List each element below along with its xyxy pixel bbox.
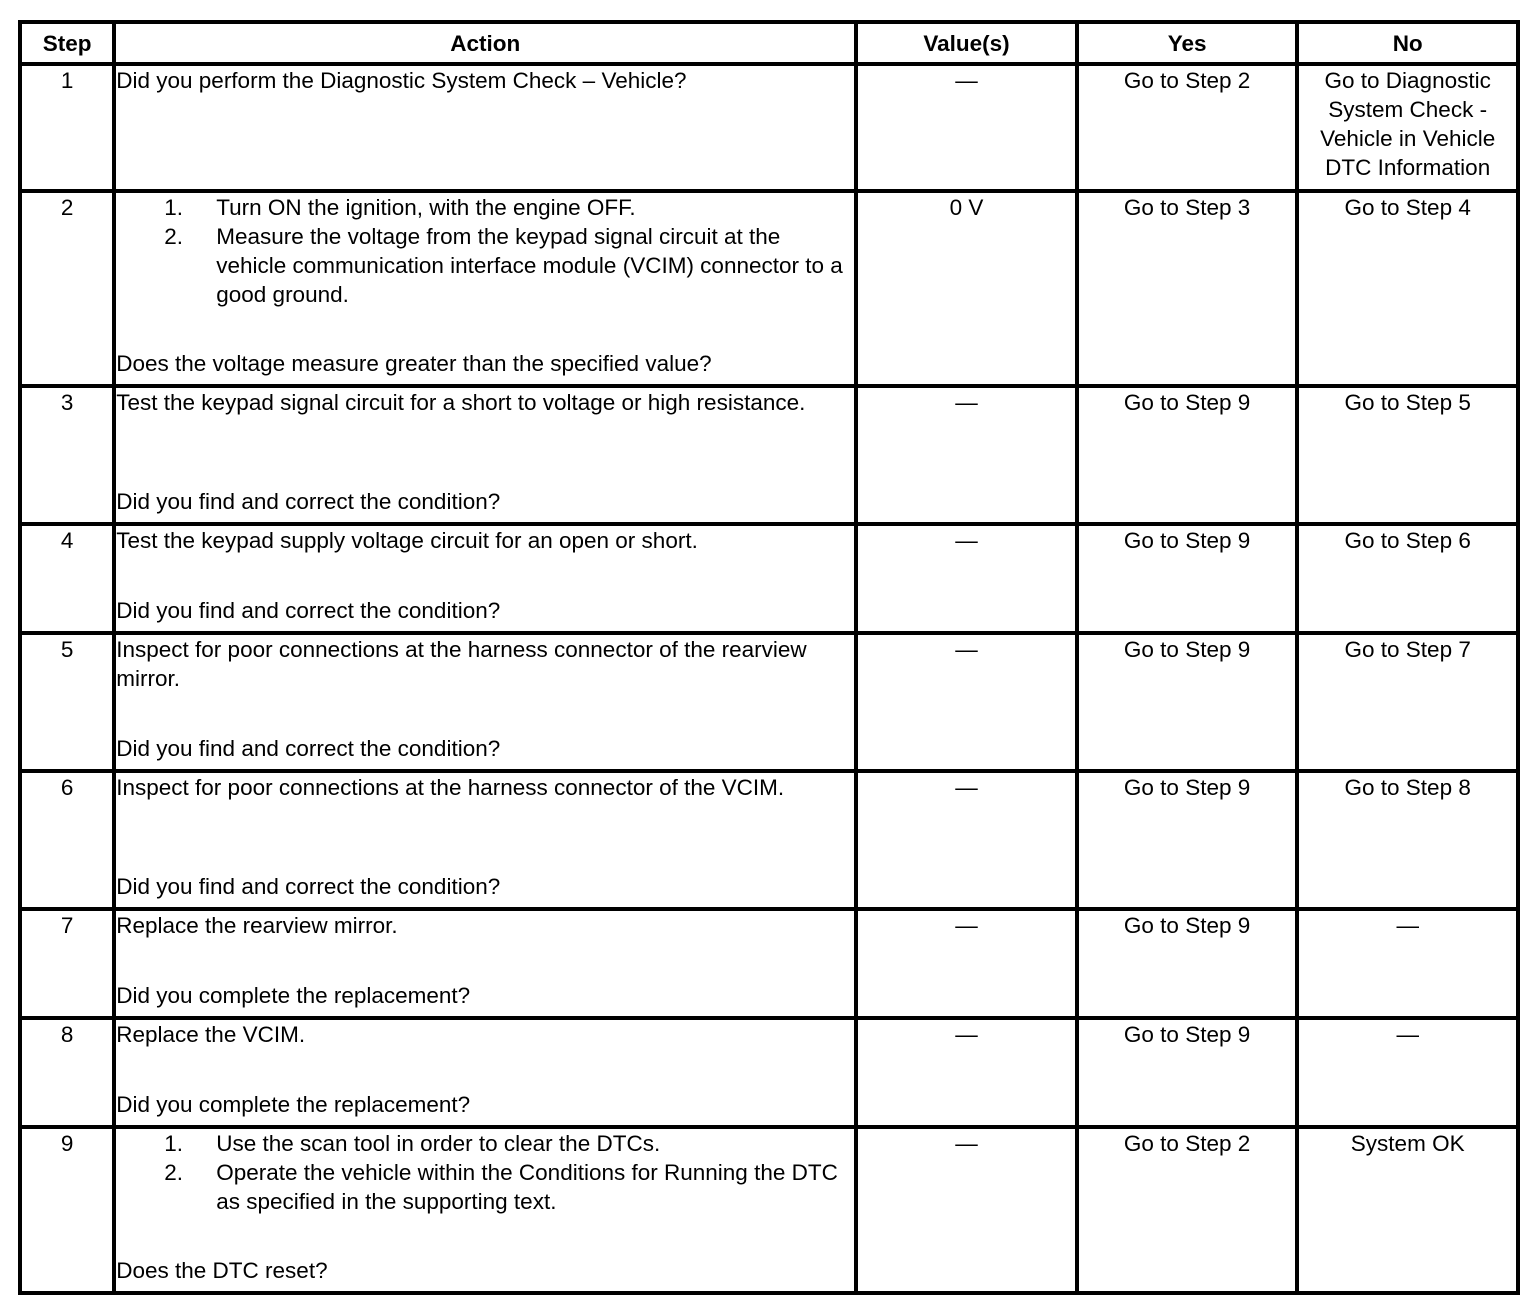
yes-cell: Go to Step 9 <box>1077 524 1298 633</box>
value-cell: — <box>856 771 1077 909</box>
action-cell <box>114 1018 856 1127</box>
step-number: 7 <box>20 909 114 1018</box>
no-cell: Go to Diagnostic System Check - Vehicle in Vehicle DTC Information <box>1297 64 1518 191</box>
table-row <box>20 633 1518 771</box>
yes-cell: Go to Step 9 <box>1077 633 1298 771</box>
action-cell <box>114 633 856 771</box>
table-row <box>20 771 1518 909</box>
step-number: 3 <box>20 386 114 524</box>
value-cell: — <box>856 386 1077 524</box>
action-cell <box>114 386 856 524</box>
value-cell: — <box>856 64 1077 191</box>
action-question: Did you find and correct the condition? <box>116 489 501 514</box>
value-cell: — <box>856 524 1077 633</box>
yes-cell: Go to Step 9 <box>1077 771 1298 909</box>
action-question: Does the DTC reset? <box>116 1258 328 1283</box>
step-number: 9 <box>20 1127 114 1293</box>
no-cell: System OK <box>1297 1127 1518 1293</box>
header-step: Step <box>20 22 114 64</box>
header-value: Value(s) <box>856 22 1077 64</box>
table-row <box>20 909 1518 1018</box>
list-item: 2. Measure the voltage from the keypad signal circuit at the vehicle communication interface module (VCIM) connector to a good ground. <box>164 224 843 307</box>
action-question: Did you complete the replacement? <box>116 983 471 1008</box>
no-cell: Go to Step 8 <box>1297 771 1518 909</box>
yes-cell: Go to Step 2 <box>1077 64 1298 191</box>
no-cell: Go to Step 7 <box>1297 633 1518 771</box>
action-question: Did you find and correct the condition? <box>116 598 501 623</box>
yes-cell: Go to Step 9 <box>1077 386 1298 524</box>
step-number: 8 <box>20 1018 114 1127</box>
action-cell <box>114 64 856 191</box>
step-number: 4 <box>20 524 114 633</box>
action-instruction: Inspect for poor connections at the harness connector of the rearview mirror. <box>116 637 807 691</box>
step-number: 5 <box>20 633 114 771</box>
diagnostic-table <box>18 20 1520 1295</box>
no-cell: — <box>1297 1018 1518 1127</box>
table-row <box>20 386 1518 524</box>
list-item: 1. Turn ON the ignition, with the engine OFF. <box>164 195 636 220</box>
header-no: No <box>1297 22 1518 64</box>
table-row <box>20 64 1518 191</box>
no-cell: Go to Step 5 <box>1297 386 1518 524</box>
step-number: 2 <box>20 191 114 386</box>
yes-cell: Go to Step 9 <box>1077 1018 1298 1127</box>
action-cell <box>114 909 856 1018</box>
action-question: Did you find and correct the condition? <box>116 874 501 899</box>
step-number: 6 <box>20 771 114 909</box>
yes-cell: Go to Step 3 <box>1077 191 1298 386</box>
table-row <box>20 1018 1518 1127</box>
list-item: 1. Use the scan tool in order to clear the DTCs. <box>164 1131 661 1156</box>
value-cell: — <box>856 1127 1077 1293</box>
step-number: 1 <box>20 64 114 191</box>
header-yes: Yes <box>1077 22 1298 64</box>
list-item: 2. Operate the vehicle within the Conditions for Running the DTC as specified in the supporting text. <box>164 1160 838 1214</box>
action-cell <box>114 771 856 909</box>
action-question: Did you find and correct the condition? <box>116 736 501 761</box>
table-row <box>20 1127 1518 1293</box>
action-instruction: Replace the rearview mirror. <box>116 913 398 938</box>
value-cell: — <box>856 909 1077 1018</box>
yes-cell: Go to Step 9 <box>1077 909 1298 1018</box>
no-cell: Go to Step 6 <box>1297 524 1518 633</box>
no-cell: — <box>1297 909 1518 1018</box>
value-cell: — <box>856 1018 1077 1127</box>
header-row <box>20 22 1518 64</box>
action-question: Did you perform the Diagnostic System Check – Vehicle? <box>116 68 687 93</box>
action-cell <box>114 191 856 386</box>
action-instruction: Test the keypad supply voltage circuit for an open or short. <box>116 528 698 553</box>
table-row <box>20 524 1518 633</box>
yes-cell: Go to Step 2 <box>1077 1127 1298 1293</box>
value-cell: 0 V <box>856 191 1077 386</box>
action-question: Does the voltage measure greater than the specified value? <box>116 351 712 376</box>
action-instruction: Replace the VCIM. <box>116 1022 306 1047</box>
header-action: Action <box>114 22 856 64</box>
action-question: Did you complete the replacement? <box>116 1092 471 1117</box>
no-cell: Go to Step 4 <box>1297 191 1518 386</box>
value-cell: — <box>856 633 1077 771</box>
table-row <box>20 191 1518 386</box>
action-instruction: Test the keypad signal circuit for a short to voltage or high resistance. <box>116 390 806 415</box>
action-instruction: Inspect for poor connections at the harness connector of the VCIM. <box>116 775 785 800</box>
action-cell <box>114 524 856 633</box>
action-cell <box>114 1127 856 1293</box>
